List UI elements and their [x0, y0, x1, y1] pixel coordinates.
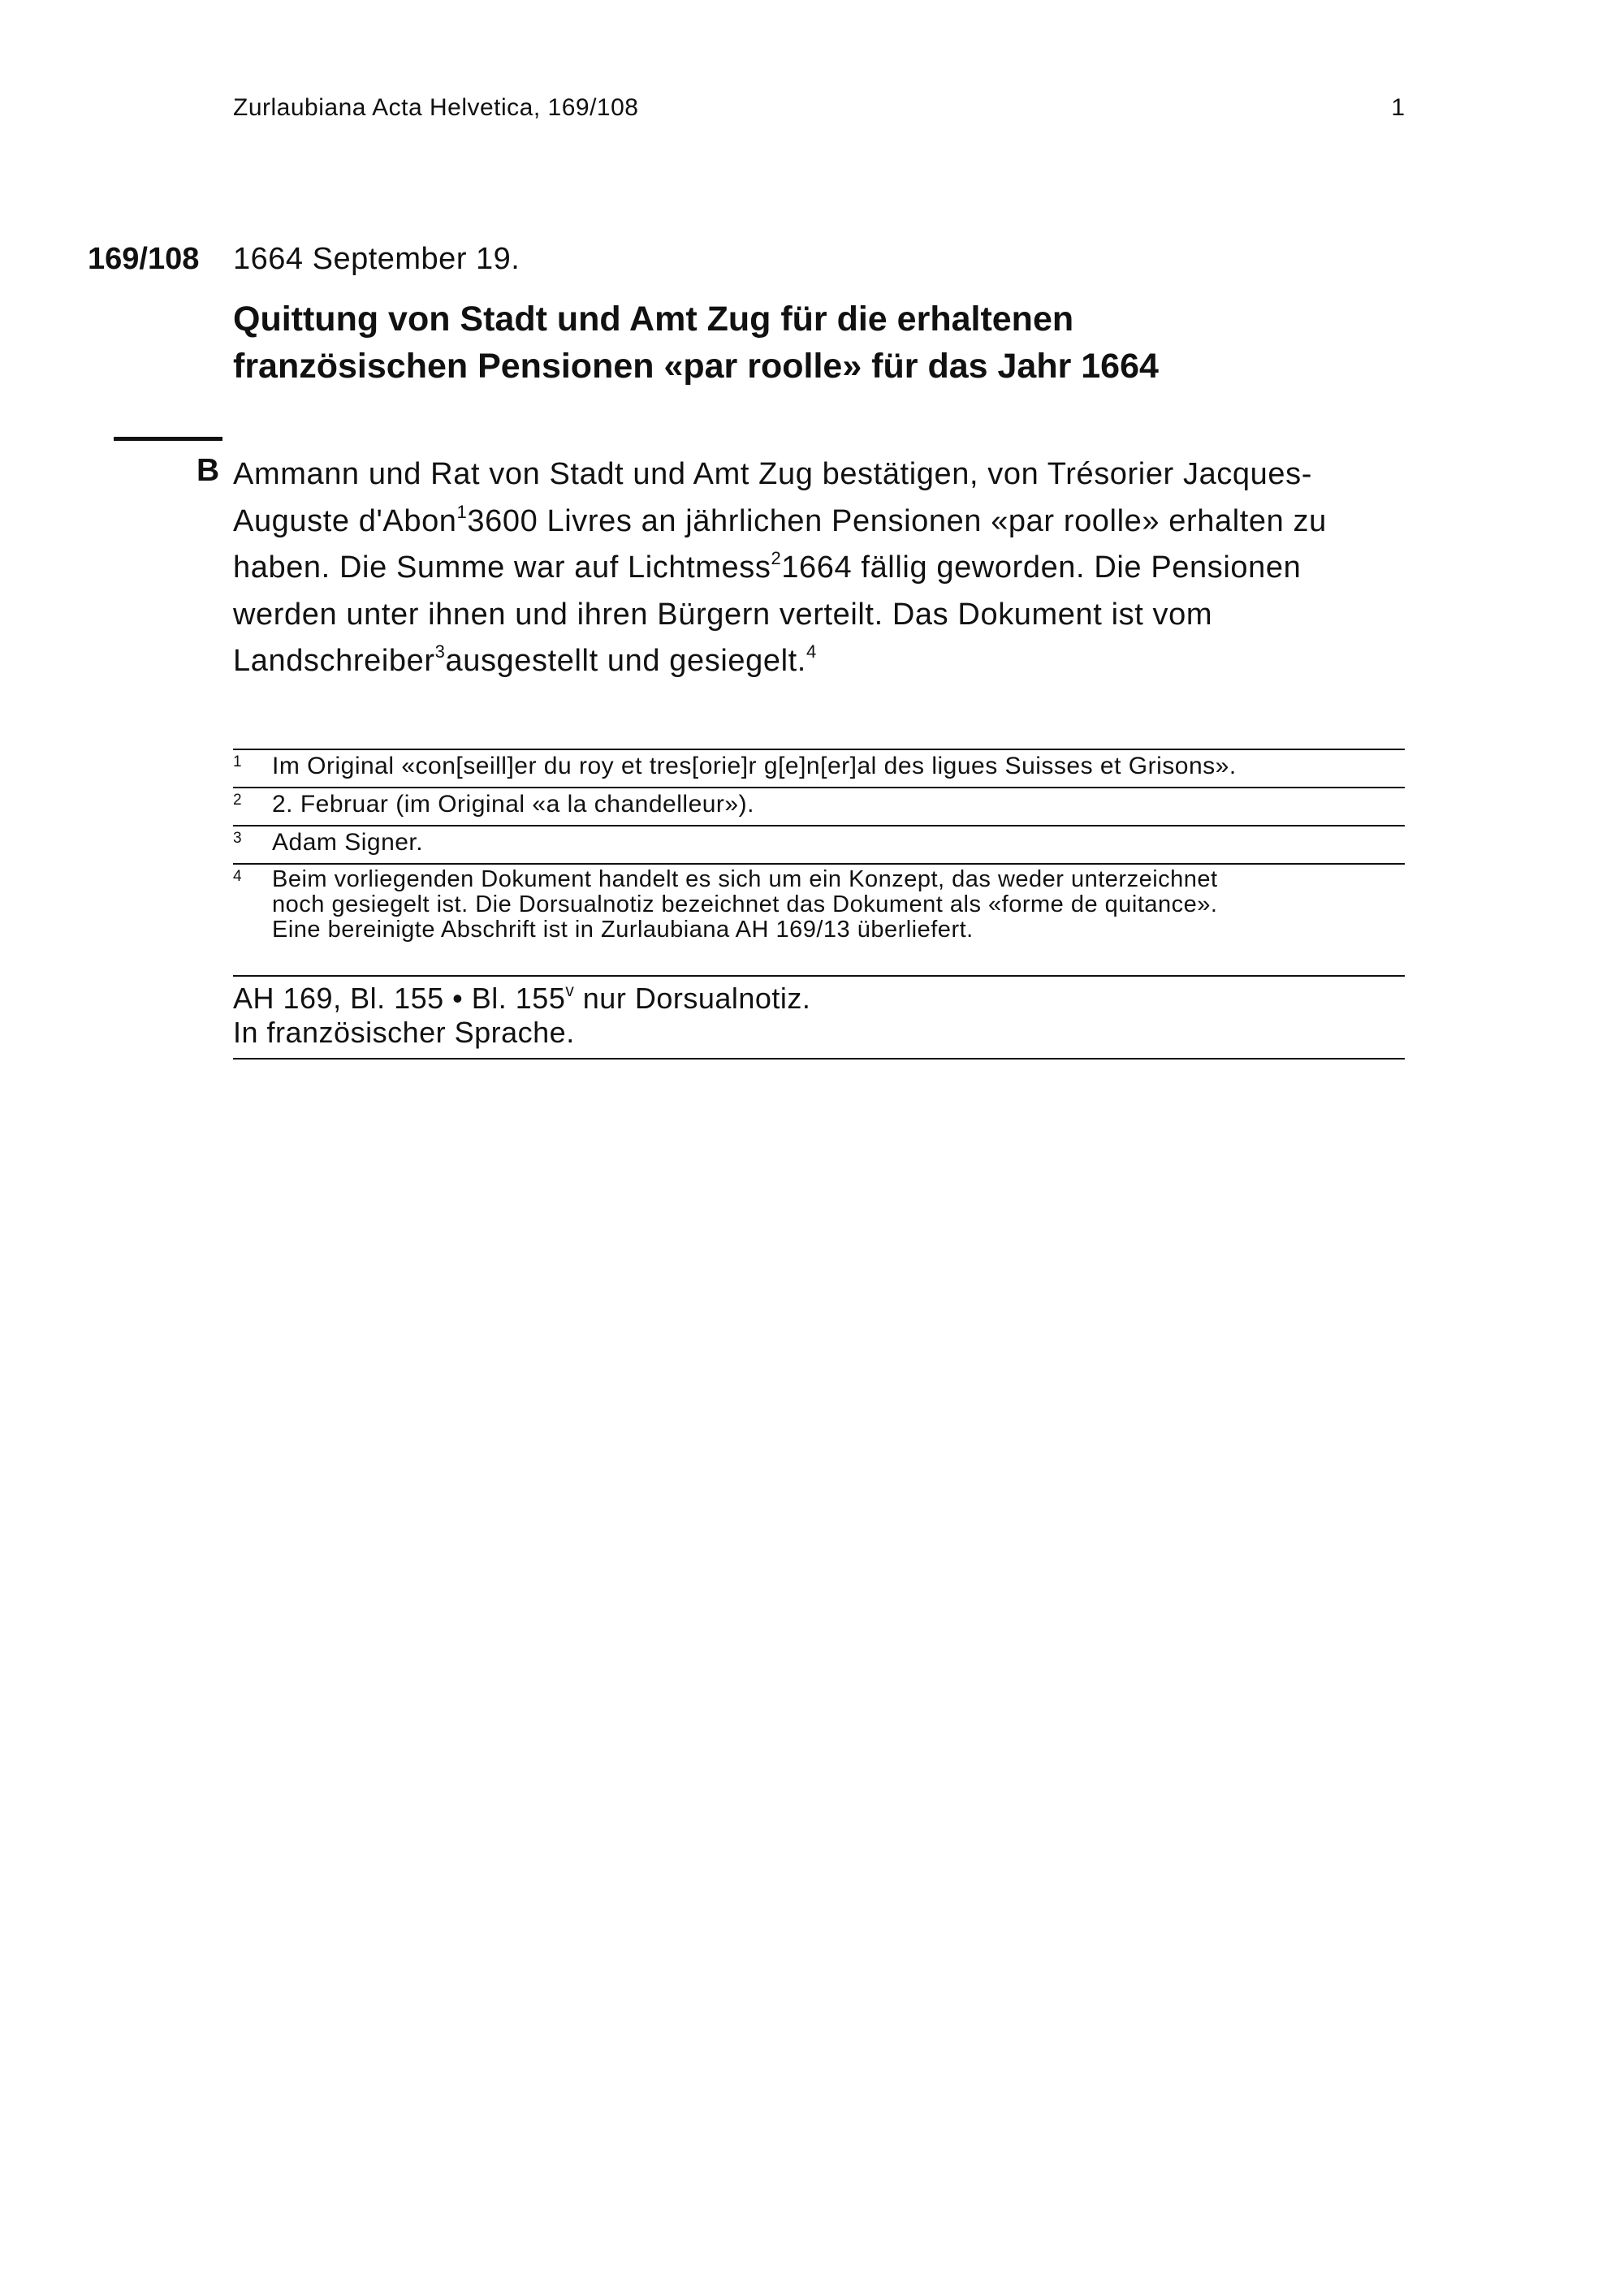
regest-line: werden unter ihnen und ihren Bürgern verteilt. Das Dokument ist vom	[233, 597, 1213, 632]
language-note: In französischer Sprache.	[233, 1016, 575, 1049]
footnote-number: 3	[233, 830, 243, 847]
footnote-text	[272, 865, 1405, 946]
document-date: 1664 September 19.	[233, 242, 520, 276]
footnote-number: 4	[233, 868, 243, 885]
footnote-ref[interactable]: 1	[456, 501, 468, 522]
footnote-ref[interactable]: 3	[434, 641, 446, 662]
footnote-line: noch gesiegelt ist. Die Dorsualnotiz bezeichnet das Dokument als «forme de quitance».	[272, 891, 1218, 917]
source-reference	[233, 975, 1405, 1060]
source-line: AH 169, Bl. 155 • Bl. 155$^v$ nur Dorsualnotiz.	[233, 981, 811, 1015]
regest-line: Auguste d'Abon$^1$3600 Livres an jährlichen Pensionen «par roolle» erhalten zu	[233, 501, 1327, 538]
page-number: 1	[1391, 94, 1405, 121]
running-title: Zurlaubiana Acta Helvetica, 169/108	[233, 94, 639, 121]
footnote-line: Beim vorliegenden Dokument handelt es sich um ein Konzept, das weder unterzeichnet	[272, 866, 1218, 892]
footnote-number: 2	[233, 792, 243, 809]
footnote	[233, 825, 1405, 863]
title-line: französischen Pensionen «par roolle» für das Jahr 1664	[233, 347, 1159, 386]
title-line: Quittung von Stadt und Amt Zug für die erhaltenen	[233, 300, 1074, 339]
footnote-ref[interactable]: 2	[771, 548, 782, 569]
document-title	[233, 296, 1435, 390]
regest-line: haben. Die Summe war auf Lichtmess$^2$1664 fällig geworden. Die Pensionen	[233, 548, 1302, 585]
footnote	[233, 749, 1405, 787]
footnote-ref[interactable]: 4	[806, 641, 817, 662]
regest-line: Ammann und Rat von Stadt und Amt Zug bestätigen, von Trésorier Jacques-	[233, 457, 1312, 491]
section-letter: B	[197, 453, 220, 488]
footnote	[233, 787, 1405, 825]
margin-rule	[114, 437, 222, 441]
regest-line: Landschreiber$^3$ausgestellt und gesiegelt.$^4$	[233, 641, 817, 678]
footnote	[233, 863, 1405, 946]
document-number: 169/108	[88, 242, 200, 276]
verso-mark: v	[565, 981, 575, 1000]
regest-text	[233, 451, 1419, 685]
footnote-text: Adam Signer.	[272, 829, 424, 856]
footnote-text: Im Original «con[seill]er du roy et tres[orie]r g[e]n[er]al des ligues Suisses et Grisons».	[272, 753, 1237, 779]
footnotes	[233, 749, 1405, 946]
footnote-number: 1	[233, 753, 243, 770]
footnote-line: Eine bereinigte Abschrift ist in Zurlaubiana AH 169/13 überliefert.	[272, 917, 974, 943]
footnote-text: 2. Februar (im Original «a la chandelleur»).	[272, 791, 754, 818]
